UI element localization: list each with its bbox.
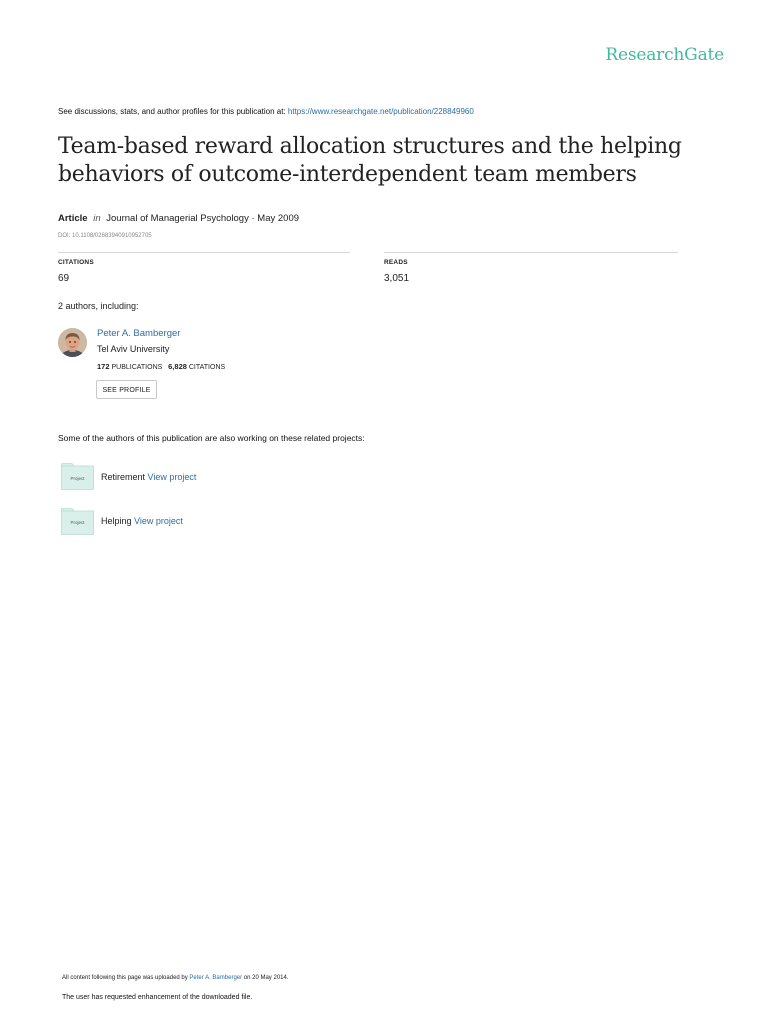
reads-divider — [384, 252, 678, 253]
project-name: Retirement — [101, 472, 146, 482]
related-projects-heading: Some of the authors of this publication are also working on these related projects: — [58, 433, 365, 443]
citations-divider — [58, 252, 350, 253]
publication-venue: Journal of Managerial Psychology · May 2009 — [106, 213, 300, 224]
author-citations-label: CITATIONS — [188, 364, 226, 371]
profile-notice-text: See discussions, stats, and author profiles for this publication at: — [58, 107, 288, 116]
citations-label: CITATIONS — [58, 259, 94, 266]
project-icon-label: Project — [70, 520, 85, 525]
upload-notice-prefix: All content following this page was uploaded by — [62, 975, 190, 981]
publication-in: in — [93, 213, 101, 224]
author-avatar[interactable] — [58, 328, 87, 357]
see-profile-button[interactable]: SEE PROFILE — [96, 380, 157, 399]
uploader-link[interactable]: Peter A. Bamberger — [189, 975, 243, 981]
author-counts — [97, 362, 225, 371]
view-project-link[interactable]: View project — [147, 472, 197, 482]
view-project-link[interactable]: View project — [134, 516, 183, 526]
publication-type: Article — [58, 213, 88, 224]
reads-value: 3,051 — [384, 273, 410, 284]
author-citations-count: 6,828 — [168, 362, 187, 371]
profile-notice — [58, 107, 474, 116]
reads-label: READS — [384, 259, 408, 266]
enhancement-notice: The user has requested enhancement of the downloaded file. — [62, 994, 253, 1001]
project-row-helping — [101, 516, 183, 526]
project-name: Helping — [101, 516, 132, 526]
authors-heading: 2 authors, including: — [58, 301, 139, 311]
project-row-retirement — [101, 472, 196, 482]
citations-value: 69 — [58, 273, 70, 284]
researchgate-logo[interactable]: ResearchGate — [605, 45, 724, 65]
project-icon-label: Project — [70, 476, 85, 481]
upload-notice — [62, 975, 289, 981]
author-publications-label: PUBLICATIONS — [111, 364, 163, 371]
publication-url-link[interactable]: https://www.researchgate.net/publication/228849960 — [287, 107, 474, 116]
upload-notice-suffix: on 20 May 2014. — [242, 975, 289, 981]
author-publications-count: 172 — [97, 362, 110, 371]
publication-doi: DOI: 10.1108/02683940910952705 — [58, 233, 152, 239]
publication-title: Team-based reward allocation structures and the helping behaviors of outcome-interdependent team members — [58, 134, 682, 187]
author-name-link[interactable]: Peter A. Bamberger — [97, 328, 181, 339]
publication-meta — [58, 213, 299, 224]
author-affiliation: Tel Aviv University — [97, 344, 170, 354]
